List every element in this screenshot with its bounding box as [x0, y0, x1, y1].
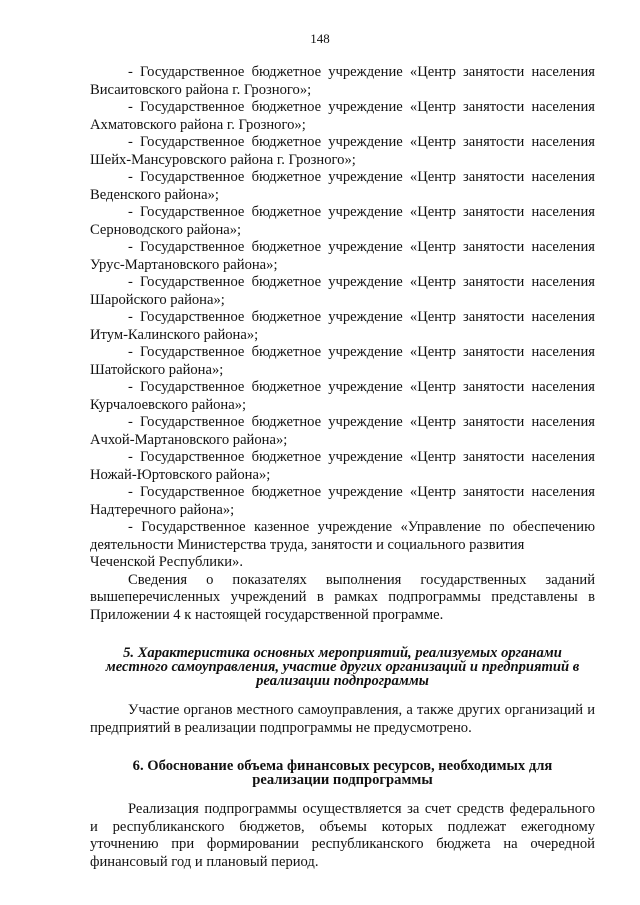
institution-list — [90, 64, 595, 519]
list-item — [90, 484, 595, 519]
list-item-second-line: Шатойского района»; — [90, 361, 224, 378]
list-item-first-line: - Государственное бюджетное учреждение «Центр занятости населения — [128, 484, 595, 500]
page-content — [90, 64, 595, 871]
list-item — [90, 99, 595, 134]
list-item-second-line: Веденского района»; — [90, 186, 219, 203]
list-item-last — [90, 519, 595, 572]
page-number: 148 — [310, 31, 330, 46]
list-item-final-line: Чеченской Республики». — [90, 554, 243, 570]
list-item — [90, 204, 595, 239]
list-item-first-line: - Государственное бюджетное учреждение «Центр занятости населения — [128, 449, 595, 465]
paragraph-section-6: Реализация подпрограммы осуществляется за счет средств федерального и республиканского бюджетов, объемы которых подлежат ежегодному уточнению при формировании республиканского бюджета на очередной финансовый год и плановый период. — [90, 801, 595, 870]
list-item-second-line: Серноводского района»; — [90, 221, 242, 238]
list-item-first-line: - Государственное бюджетное учреждение «Центр занятости населения — [128, 239, 595, 255]
list-item — [90, 239, 595, 274]
section-heading-6: 6. Обоснование объема финансовых ресурсов, необходимых для реализации подпрограммы — [132, 758, 553, 788]
list-item-first-line: - Государственное бюджетное учреждение «Центр занятости населения — [128, 309, 595, 325]
list-item-second-line: Шаройского района»; — [90, 291, 225, 308]
list-item-first-line: - Государственное бюджетное учреждение «Центр занятости населения — [128, 64, 595, 80]
list-item — [90, 449, 595, 484]
list-item-second-line: Шейх-Мансуровского района г. Грозного»; — [90, 151, 356, 168]
list-item — [90, 344, 595, 379]
list-item-second-line: Надтеречного района»; — [90, 501, 235, 518]
list-item-middle-line: деятельности Министерства труда, занятости и социального развития — [90, 536, 525, 553]
list-item-second-line: Итум-Калинского района»; — [90, 326, 259, 343]
list-item-second-line: Курчалоевского района»; — [90, 396, 247, 413]
list-item-first-line: - Государственное казенное учреждение «Управление по обеспечению — [128, 519, 595, 535]
list-item-first-line: - Государственное бюджетное учреждение «Центр занятости населения — [128, 204, 595, 220]
list-item-first-line: - Государственное бюджетное учреждение «Центр занятости населения — [128, 169, 595, 185]
list-item — [90, 169, 595, 204]
list-item-first-line: - Государственное бюджетное учреждение «Центр занятости населения — [128, 414, 595, 430]
paragraph-info: Сведения о показателях выполнения государственных заданий вышеперечисленных учреждений в рамках подпрограммы представлены в Приложении 4 к настоящей государственной программе. — [90, 571, 595, 623]
list-item — [90, 379, 595, 414]
list-item-second-line: Ачхой-Мартановского района»; — [90, 431, 288, 448]
list-item-first-line: - Государственное бюджетное учреждение «Центр занятости населения — [128, 274, 595, 290]
list-item — [90, 414, 595, 449]
list-item-second-line: Ножай-Юртовского района»; — [90, 466, 271, 483]
list-item-first-line: - Государственное бюджетное учреждение «Центр занятости населения — [128, 99, 595, 115]
list-item-second-line: Урус-Мартановского района»; — [90, 256, 278, 273]
list-item — [90, 309, 595, 344]
list-item — [90, 64, 595, 99]
list-item-second-line: Висаитовского района г. Грозного»; — [90, 81, 312, 98]
section-heading-5: 5. Характеристика основных мероприятий, реализуемых органами местного самоуправления, участие других организаций и предприятий в реализации подпрограммы — [105, 645, 580, 689]
paragraph-section-5: Участие органов местного самоуправления, а также других организаций и предприятий в реализации подпрограммы не предусмотрено. — [90, 702, 595, 736]
list-item-first-line: - Государственное бюджетное учреждение «Центр занятости населения — [128, 344, 595, 360]
list-item — [90, 274, 595, 309]
list-item-first-line: - Государственное бюджетное учреждение «Центр занятости населения — [128, 379, 595, 395]
list-item-first-line: - Государственное бюджетное учреждение «Центр занятости населения — [128, 134, 595, 150]
list-item — [90, 134, 595, 169]
list-item-second-line: Ахматовского района г. Грозного»; — [90, 116, 306, 133]
